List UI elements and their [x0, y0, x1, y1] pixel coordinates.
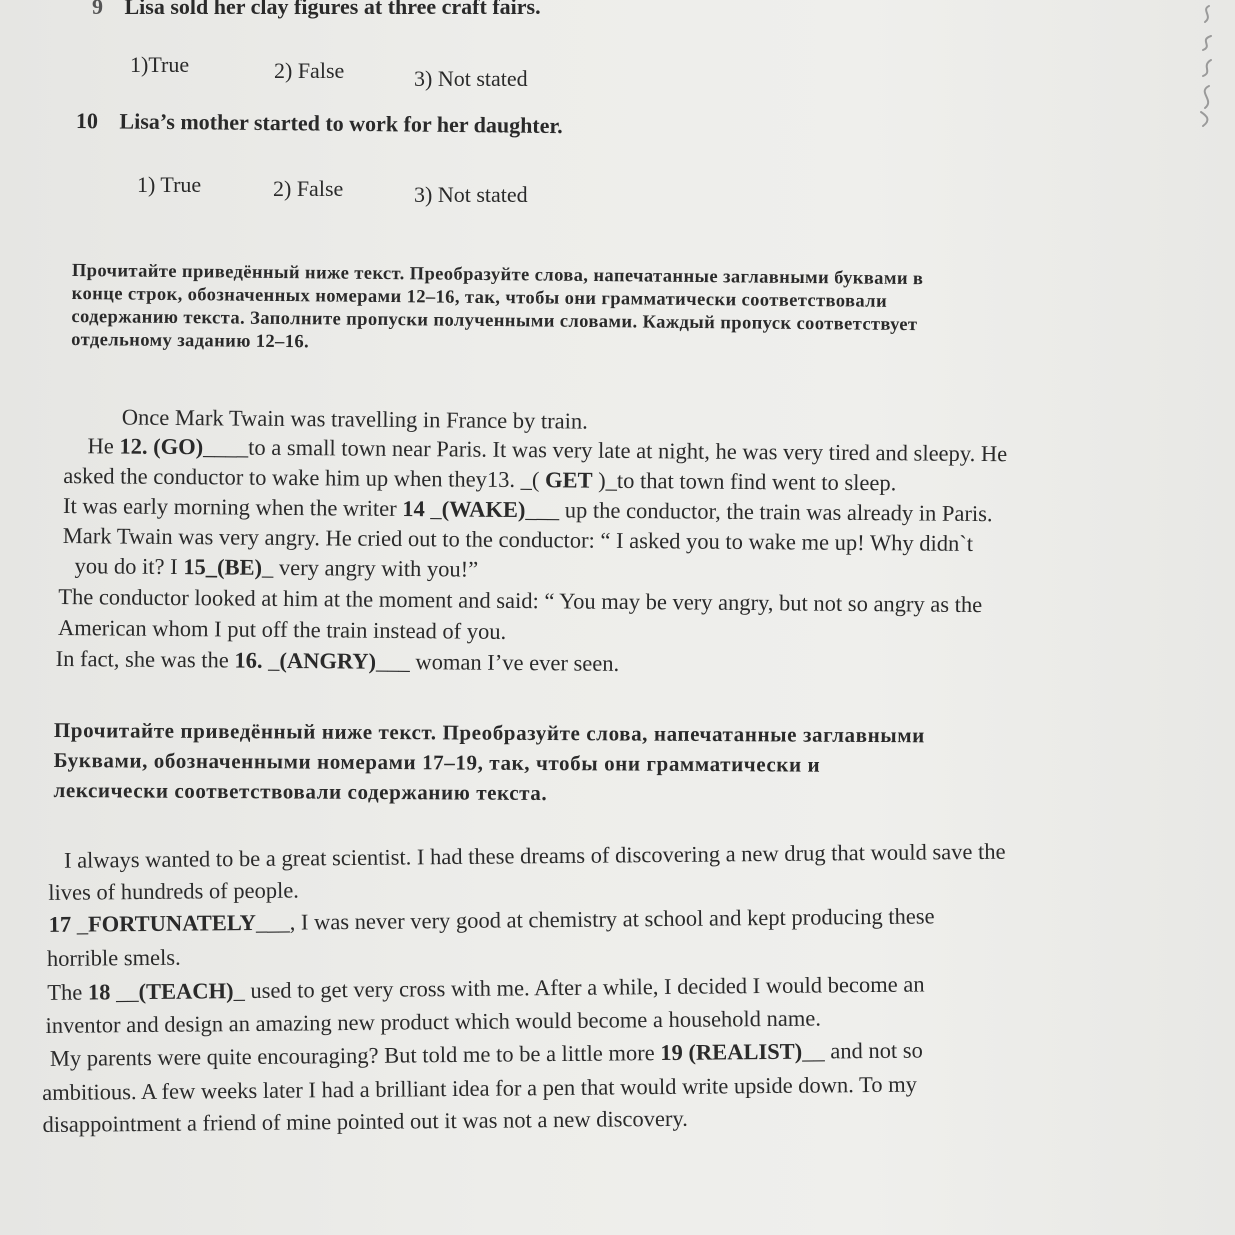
task-17-19-text-segment: The — [47, 979, 88, 1005]
task-17-19-text-keyword: 17 — [48, 911, 72, 937]
question-9-text: Lisa sold her clay figures at three craft fairs. — [124, 0, 541, 19]
task-12-16-instruction-line: Прочитайте приведённый ниже текст. Преобразуйте слова, напечатанные заглавными буквами в — [71, 260, 924, 290]
task-17-19-text-line — [50, 1038, 923, 1072]
question-10-option-2[interactable]: 2) False — [273, 176, 344, 201]
task-12-16-text-segment: )_to that town find went to sleep. — [592, 467, 897, 496]
task-12-16-text-segment: The conductor looked at him at the moment and said: “ You may be very angry, but not so angry as the — [58, 583, 983, 618]
task-12-16-text-segment: ___ up the conductor, the train was already in Paris. — [525, 497, 993, 527]
task-17-19-text-line — [47, 972, 924, 1006]
task-12-16-instruction-line: содержанию текста. Заполните пропуски полученными словами. Каждый пропуск соответствует — [71, 306, 918, 336]
task-17-19-text-line — [48, 878, 299, 906]
task-12-16-text-keyword: (WAKE) — [441, 496, 526, 523]
task-17-19-text-segment: lives of hundreds of people. — [48, 877, 299, 905]
task-17-19-text-line — [45, 1006, 821, 1039]
question-10-option-3[interactable]: 3) Not stated — [414, 182, 528, 207]
task-17-19-text-segment: __ and not so — [802, 1037, 923, 1064]
task-17-19-text-line — [48, 903, 934, 938]
task-12-16-text-keyword: 12. (GO) — [119, 433, 204, 460]
question-9-option-3[interactable]: 3) Not stated — [414, 66, 528, 91]
task-17-19-instruction-line: Прочитайте приведённый ниже текст. Преобразуйте слова, напечатанные заглавными — [53, 717, 925, 748]
task-12-16-text-segment: _ — [262, 647, 280, 673]
task-17-19-text-segment: disappointment a friend of mine pointed out it was not a new discovery. — [42, 1105, 688, 1137]
handwritten-mark-icon — [1191, 0, 1221, 130]
task-12-16-text-segment: It was early morning when the writer — [62, 493, 403, 521]
task-17-19-text-keyword: FORTUNATELY — [87, 909, 257, 937]
task-17-19-text-segment: ___, I was never very good at chemistry at school and kept producing these — [255, 903, 935, 935]
task-12-16-text-keyword: 14 — [402, 495, 425, 522]
task-12-16-text-segment: ___ woman I’ve ever seen. — [376, 648, 620, 676]
task-17-19-text-segment: I always wanted to be a great scientist. I had these dreams of discovering a new drug that would save the — [63, 838, 1006, 873]
task-12-16-text-segment: He — [87, 433, 120, 459]
task-12-16-instruction-line: отдельному заданию 12–16. — [71, 329, 310, 353]
task-17-19-text-keyword: (TEACH) — [138, 978, 234, 1005]
task-17-19-text-segment: inventor and design an amazing new product which would become a household name. — [45, 1005, 822, 1038]
task-12-16-text-segment: American whom I put off the train instead of you. — [57, 614, 507, 644]
task-17-19-text-line — [64, 839, 1006, 874]
task-17-19-instruction-line: лексически соответствовали содержанию текста. — [53, 777, 548, 806]
question-10-number: 10 — [75, 108, 99, 134]
task-12-16-text-segment: Once Mark Twain was travelling in France by train. — [121, 404, 588, 434]
task-12-16-text-segment: _ — [424, 496, 442, 522]
task-12-16-text-segment: ____to a small town near Paris. It was very late at night, he was very tired and sleepy. He — [203, 434, 1008, 467]
task-12-16-text-keyword: 15_(BE) — [183, 554, 263, 580]
task-12-16-text-segment: In fact, she was the — [55, 645, 235, 673]
task-17-19-text-line — [42, 1072, 917, 1106]
question-10-option-1[interactable]: 1) True — [137, 172, 202, 197]
task-17-19-text-line — [47, 945, 181, 972]
task-17-19-instruction-line: Буквами, обозначенными номерами 17–19, так, чтобы они грамматически и — [53, 747, 821, 777]
task-17-19-text-segment: horrible smels. — [46, 944, 181, 971]
question-9-option-2[interactable]: 2) False — [274, 58, 345, 83]
task-12-16-instruction-line: конце строк, обозначенных номерами 12–16, так, чтобы они грамматически соответствовали — [71, 283, 888, 312]
question-9-number: 9 — [92, 0, 103, 19]
task-17-19-text-keyword: (REALIST) — [688, 1038, 803, 1065]
task-12-16-text-segment: you do it? I — [74, 553, 184, 580]
task-12-16-text-segment: _ very angry with you!” — [261, 554, 479, 582]
task-17-19-text-segment: __ — [110, 979, 139, 1005]
task-17-19-text-segment: _ used to get very cross with me. After a while, I decided I would become an — [233, 971, 925, 1004]
task-17-19-text-segment: My parents were quite encouraging? But told me to be a little more — [49, 1040, 661, 1071]
task-12-16-text-keyword: (ANGRY) — [279, 647, 377, 674]
task-17-19-text-segment: ambitious. A few weeks later I had a brilliant idea for a pen that would write upside down. To my — [42, 1071, 917, 1105]
task-12-16-text-keyword: GET — [544, 467, 593, 493]
question-10-text: Lisa’s mother started to work for her daughter. — [119, 108, 563, 139]
task-17-19-text-keyword: 18 — [87, 979, 111, 1005]
task-17-19-text-line — [42, 1106, 688, 1138]
task-12-16-text-segment: asked the conductor to wake him up when they13. _( — [63, 463, 546, 493]
question-9-option-1[interactable]: 1)True — [130, 52, 190, 77]
task-12-16-text-segment: Mark Twain was very angry. He cried out to the conductor: “ I asked you to wake me up! Why didn`t — [62, 523, 974, 556]
task-17-19-text-segment: _ — [70, 911, 89, 937]
task-12-16-text-keyword: 16. — [234, 647, 263, 673]
task-17-19-text-keyword: 19 — [660, 1039, 683, 1066]
